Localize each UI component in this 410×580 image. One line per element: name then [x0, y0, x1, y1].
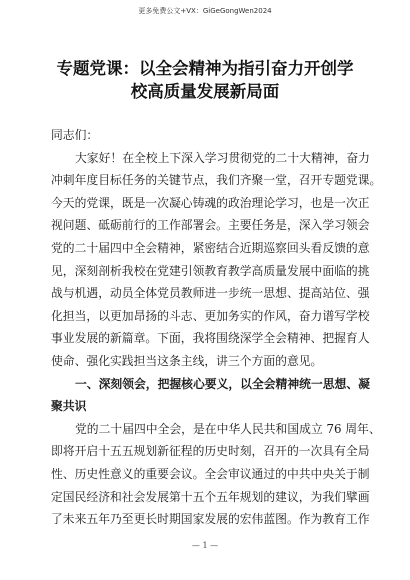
paragraph-line: 定国民经济和社会发展第十五个五年规划的建议，为我们擘画 [51, 489, 370, 504]
paragraph-line: 见，深刻剖析我校在党建引领教育教学高质量发展中面临的挑 [51, 263, 370, 278]
section-heading: 一、深刻领会，把握核心要义，以全会精神统一思想、凝 [75, 376, 370, 391]
section-heading: 聚共识 [51, 399, 87, 414]
paragraph-line: 视问题、砥砺前行的工作部署会。主要任务是，深入学习领会 [51, 218, 370, 233]
paragraph-line: 了未来五年乃至更长时期国家发展的宏伟蓝图。作为教育工作 [51, 512, 370, 527]
salutation: 同志们： [51, 128, 99, 142]
paragraph-line: 今天的党课，既是一次凝心铸魂的政治理论学习，也是一次正 [51, 195, 370, 210]
paragraph-line: 使命、强化实践担当这条主线，讲三个方面的意见。 [51, 353, 323, 368]
paragraph-line: 事业发展的新篇章。下面，我将围绕深学全会精神、把握育人 [51, 331, 370, 346]
paragraph-line: 性、历史性意义的重要会议。全会审议通过的中共中央关于制 [51, 466, 370, 481]
title-line: 专题党课：以全会精神为指引奋力开创学 [56, 59, 354, 78]
paragraph-line: 化担当，以更加昂扬的斗志、更加务实的作风，奋力谱写学校 [51, 308, 370, 323]
header-note: 更多免费公文+VX：GiGeGongWen2024 [138, 7, 272, 15]
paragraph-line: 党的二十届四中全会精神，紧密结合近期巡察回头看反馈的意 [51, 240, 370, 255]
paragraph-line: 即将开启十五五规划新征程的历史时刻，召开的一次具有全局 [51, 444, 370, 459]
document-body [51, 124, 382, 531]
paragraph-line: 大家好！在全校上下深入学习贯彻党的二十大精神，奋力 [75, 150, 370, 165]
title-line: 校高质量发展新局面 [130, 82, 280, 101]
paragraph-line: 党的二十届四中全会，是在中华人民共和国成立 76 周年、 [75, 421, 381, 436]
paragraph-line: 战与机遇，动员全体党员教师进一步统一思想、提高站位、强 [51, 286, 370, 301]
paragraph-line: 冲刺年度目标任务的关键节点，我们齐聚一堂，召开专题党课。 [51, 173, 382, 188]
page-title [30, 57, 380, 103]
page-number: — 1 — [191, 541, 219, 550]
